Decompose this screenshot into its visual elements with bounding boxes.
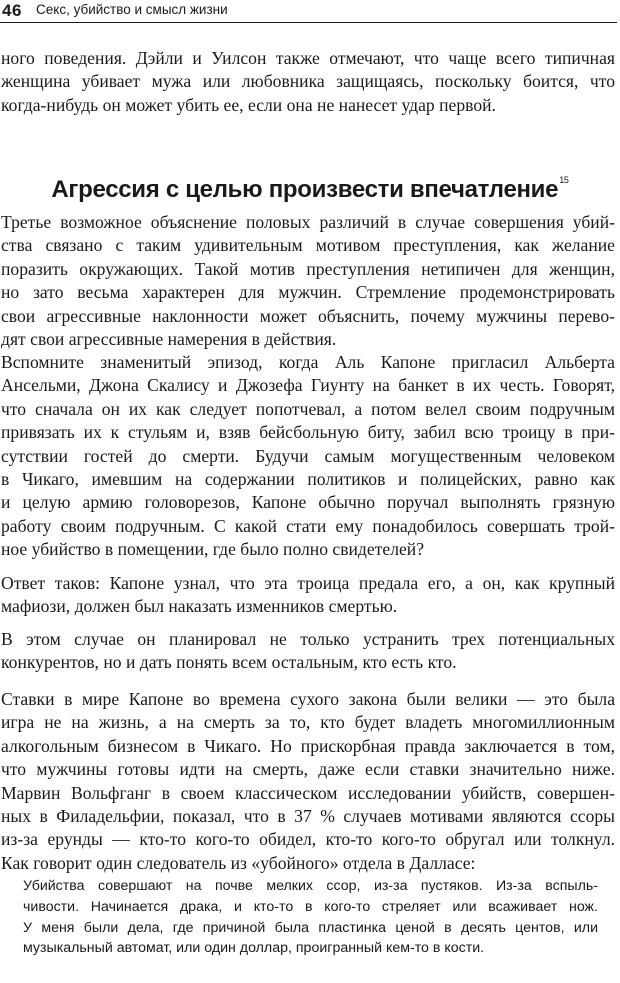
text-line: привязать их к стульям и, взяв бейсбольную биту, забил всю троицу в при- [1,422,615,443]
text-line: женщина убивает мужа или любовника защищаясь, поскольку боится, что [1,71,615,92]
text-line: Ставки в мире Капоне во времена сухого закона были велики — это была [1,689,615,709]
text-line: В этом случае он планировал не только устранить трех потенциальных [1,629,615,649]
text-line: дят свои агрессивные намерения в действия. [1,329,337,350]
text-line: алкогольным бизнесом в Чикаго. Но прискорбная правда заключается в том, [1,735,615,756]
text-line: поразить окружающих. Такой мотив преступления нетипичен для женщин, [1,258,615,279]
text-line: ное убийство в помещении, где было полно свидетелей? [1,539,425,560]
section-heading-text: Агрессия с целью произвести впечатление [51,176,559,203]
text-line: но зато весьма характерен для мужчин. Стремление продемонстрировать [1,282,615,303]
paragraph-5 [1,688,615,875]
text-line: Как говорит один следователь из «убойного» отдела в Далласе: [1,852,476,873]
paragraph-2 [1,351,615,562]
text-line: ных в Филадельфии, показал, что в 37 % случаев мотивами являются ссоры [1,806,615,827]
text-line: Марвин Вольфганг в своем классическом исследовании убийств, совершен- [1,782,615,803]
header-rule [0,22,617,23]
running-title: Секс, убийство и смысл жизни [36,2,228,17]
quote-line: музыкальный автомат, или один доллар, проигранный кем-то в кости. [23,940,485,957]
text-line: в Чикаго, имевшим на содержании политиков и полицейских, равно как [1,469,615,490]
block-quote [23,876,598,959]
text-line: игра не на жизнь, а на смерть за то, кто будет владеть многомиллионным [1,712,615,733]
text-line: Вспомните знаменитый эпизод, когда Аль Капоне пригласил Альберта [1,352,615,372]
quote-line: чивости. Начинается драка, и кто-то в кого-то стреляет или всаживает нож. [23,898,598,915]
page-header [0,0,620,26]
text-line: и целую армию головорезов, Капоне обычно поручал выполнять грязную [1,492,615,513]
text-line: из-за ерунды — кто-то кого-то обидел, кто-то кого-то обругал или толкнул. [1,829,615,850]
text-line: свои агрессивные наклонности может объяснить, почему мужчины перево- [1,305,615,326]
quote-line: У меня были дела, где причиной была пластинка ценой в десять центов, или [23,919,598,936]
text-line: что мужчины готовы идти на смерть, даже если ставки значительно ниже. [1,759,615,780]
text-line: сутствии гостей до смерти. Будучи самым могущественным человеком [1,445,615,466]
text-line: работу своим подручным. С какой стати ему понадобилось совершать трой- [1,515,615,536]
text-line: мафиози, должен был наказать изменников смертью. [1,596,398,617]
text-line: Ответ таков: Капоне узнал, что эта троица предала его, а он, как крупный [1,573,615,593]
text-line: Третье возможное объяснение половых различий в случае совершения убий- [1,212,615,232]
footnote-reference: 15 [559,175,569,185]
text-line: что сначала он их как следует попотчевал, а потом велел своим подручным [1,398,615,419]
text-line: когда-нибудь он может убить ее, если она не нанесет удар первой. [1,94,496,115]
text-line: Ансельми, Джона Скалису и Джозефа Гиунту на банкет в их честь. Говорят, [1,375,615,396]
section-heading [0,165,620,205]
text-line: ного поведения. Дэйли и Уилсон также отмечают, что чаще всего типичная [1,48,615,68]
paragraph-4 [1,628,615,675]
page-number: 46 [2,1,22,20]
text-line: конкурентов, но и дать понять всем остальным, кто есть кто. [1,652,457,673]
paragraph-intro [1,47,615,117]
paragraph-3 [1,572,615,619]
text-line: ства связано с таким удивительным мотивом преступления, как желание [1,235,615,256]
quote-line: Убийства совершают на почве мелких ссор, из-за пустяков. Из-за вспыль- [23,878,598,894]
paragraph-1 [1,211,615,351]
